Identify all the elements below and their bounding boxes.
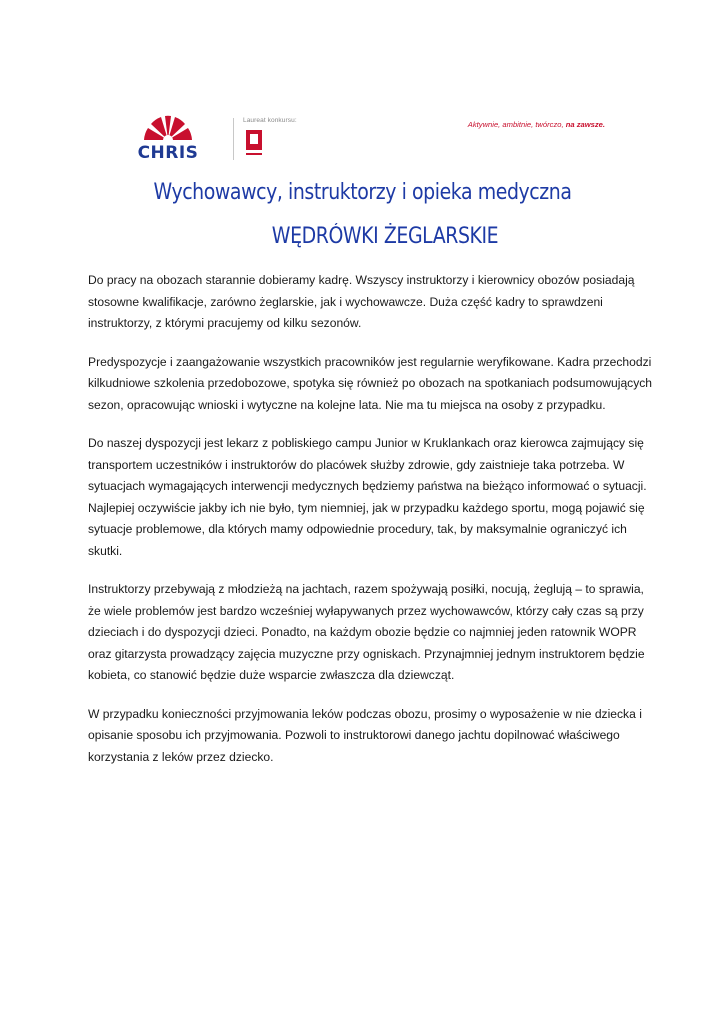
award-badge: [244, 130, 266, 158]
paragraph: Instruktorzy przebywają z młodzieżą na jachtach, razem spożywają posiłki, nocują, żeglują – to sprawia, że wiele problemów jest bardzo wcześniej wyłapywanych przez wychowawców, którzy cały czas są przy dzieciach i do dyspozycji dzieci. Ponadto, na każdym obozie będzie co najmniej jeden ratownik WOPR oraz gitarzysta prowadzący zajęcia muzyczne przy ogniskach. Przynajmniej jednym instruktorem będzie kobieta, co stanowić będzie duże wsparcie zwłaszcza dla dziewcząt.: [88, 582, 645, 682]
page-subtitle: WĘDRÓWKI ŻEGLARSKIE: [271, 224, 499, 249]
page-title: Wychowawcy, instruktorzy i opieka medyczna: [153, 180, 572, 205]
letterhead: [0, 0, 725, 170]
paragraph: Predyspozycje i zaangażowanie wszystkich pracowników jest regularnie weryfikowane. Kadra przechodzi kilkudniowe szkolenia przedobozowe, spotyka się również po obozach na spotkaniach podsumowujących sezon, opracowując wnioski i wytyczne na kolejne lata. Nie ma tu miejsca na osoby z przypadku.: [88, 354, 653, 412]
slogan-emphasis: na zawsze.: [565, 120, 605, 129]
paragraph: Do naszej dyspozycji jest lekarz z pobliskiego campu Junior w Kruklankach oraz kierowca zajmujący się transportem uczestników i instruktorów do placówek służby zdrowie, gdy zaistnieje taka potrzeba. W sytuacjach wymagających interwencji medycznych będziemy państwa na bieżąco informować o sytuacji. Najlepiej oczywiście jakby ich nie było, tym niemniej, jak w przypadku każdego sportu, mogą pojawić się sytuacje problemowe, dla których mamy odpowiednie procedury, tak, by maksymalnie ograniczyć ich skutki.: [88, 436, 647, 558]
laureat-label: Laureat konkursu:: [243, 117, 297, 124]
chris-logo: [118, 114, 218, 162]
slogan: [468, 120, 605, 129]
paragraph: Do pracy na obozach starannie dobieramy kadrę. Wszyscy instruktorzy i kierownicy obozów posiadają stosowne kwalifikacje, zarówno żeglarskie, jak i wychowawcze. Duża część kadry to sprawdzeni instruktorzy, z którymi pracujemy od kilku sezonów.: [88, 273, 635, 330]
header-divider: [233, 118, 234, 160]
paragraph: W przypadku konieczności przyjmowania leków podczas obozu, prosimy o wyposażenie w nie dziecka i opisanie sposobu ich przyjmowania. Pozwoli to instruktorowi danego jachtu dopilnować właściwego korzystania z leków przez dziecko.: [88, 706, 642, 764]
svg-text:CHRIS: CHRIS: [137, 143, 199, 162]
document-body: [88, 270, 653, 785]
slogan-prefix: Aktywnie, ambitnie, twórczo,: [467, 120, 564, 129]
